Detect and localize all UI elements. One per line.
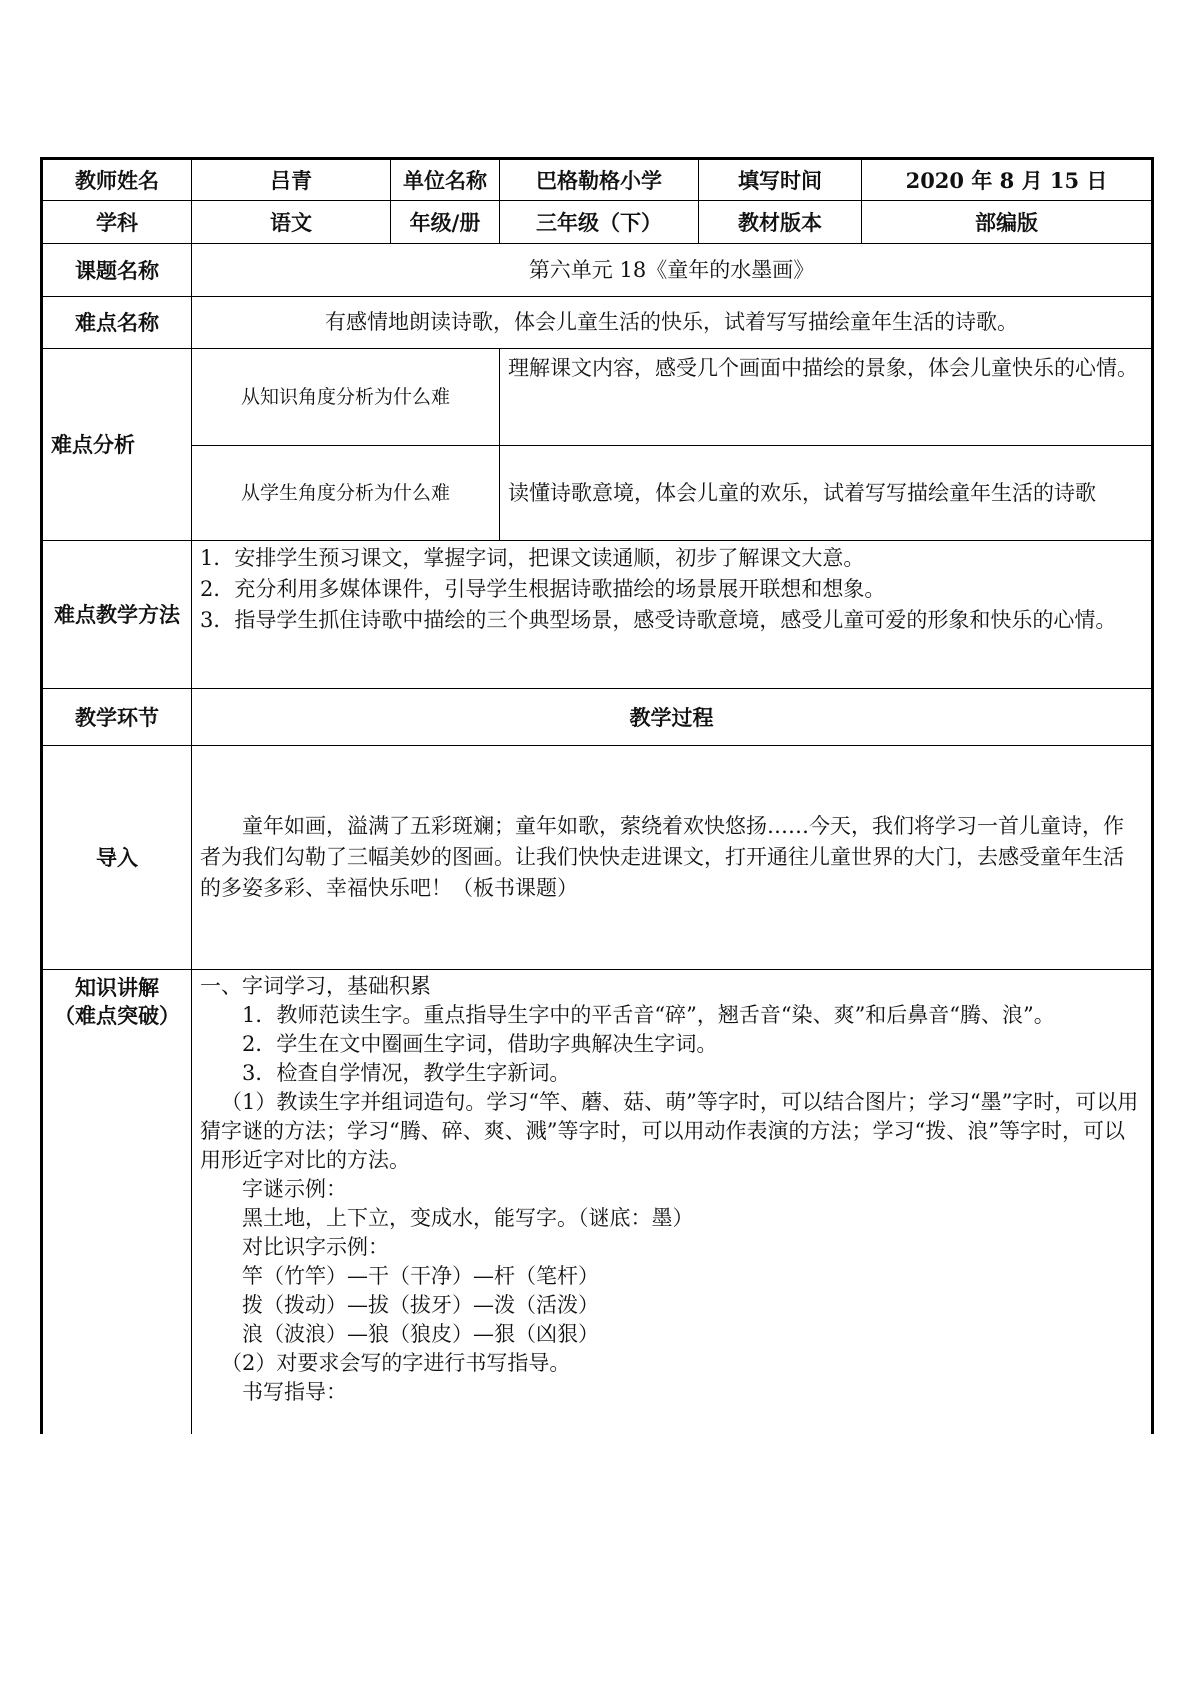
- difficulty-value: 有感情地朗读诗歌，体会儿童生活的快乐，试着写写描绘童年生活的诗歌。: [192, 297, 1153, 349]
- knowledge-label-line2: （难点突破）: [54, 1003, 180, 1028]
- riddle-title: 字谜示例：: [242, 1177, 347, 1201]
- unit-value: 巴格勒格小学: [500, 159, 699, 201]
- knowledge-label: [42, 970, 192, 1434]
- difficulty-row: [42, 297, 1153, 349]
- method-item-1: 1．安排学生预习课文，掌握字词，把课文读通顺，初步了解课文大意。: [200, 546, 865, 570]
- analysis-label: 难点分析: [42, 349, 192, 541]
- method-row: [42, 541, 1153, 689]
- grade-value: 三年级（下）: [500, 201, 699, 244]
- intro-row: [42, 746, 1153, 970]
- analysis-row-knowledge: [42, 349, 1153, 446]
- method-item-3: 3．指导学生抓住诗歌中描绘的三个典型场景，感受诗歌意境，感受儿童可爱的形象和快乐的心情。: [200, 608, 1117, 632]
- analysis-student-value: 读懂诗歌意境，体会儿童的欢乐，试着写写描绘童年生活的诗歌: [500, 446, 1153, 541]
- intro-label: 导入: [42, 746, 192, 970]
- knowledge-step-3: 3．检查自学情况，教学生字新词。: [242, 1061, 571, 1085]
- compare-title: 对比识字示例：: [242, 1235, 389, 1259]
- method-content: [192, 541, 1153, 689]
- method-label: 难点教学方法: [42, 541, 192, 689]
- writing-title: 书写指导：: [242, 1380, 347, 1404]
- analysis-knowledge-label: 从知识角度分析为什么难: [192, 349, 500, 446]
- intro-content: [192, 746, 1153, 970]
- analysis-knowledge-value: 理解课文内容，感受几个画面中描绘的景象，体会儿童快乐的心情。: [500, 349, 1153, 446]
- knowledge-sub-2: （2）对要求会写的字进行书写指导。: [221, 1351, 571, 1375]
- edition-label: 教材版本: [699, 201, 862, 244]
- grade-label: 年级/册: [391, 201, 500, 244]
- lesson-plan-sheet: [40, 157, 1151, 1434]
- header-row-1: [42, 159, 1153, 201]
- compare-line: 竿（竹竿）—干（干净）—杆（笔杆）: [242, 1264, 599, 1288]
- teacher-label: 教师姓名: [42, 159, 192, 201]
- date-value: 2020 年 8 月 15 日: [862, 159, 1153, 201]
- process-header: 教学过程: [192, 689, 1153, 746]
- unit-label: 单位名称: [391, 159, 500, 201]
- lesson-plan-table: [40, 157, 1154, 1434]
- method-item-2: 2．充分利用多媒体课件，引导学生根据诗歌描绘的场景展开联想和想象。: [200, 577, 886, 601]
- analysis-student-label: 从学生角度分析为什么难: [192, 446, 500, 541]
- header-row-2: [42, 201, 1153, 244]
- knowledge-step-2: 2．学生在文中圈画生字词，借助字典解决生字词。: [242, 1032, 718, 1056]
- knowledge-sub-1: （1）教读生字并组词造句。学习“竿、蘑、菇、萌”等字时，可以结合图片；学习“墨”字时，可以用猜字谜的方法；学习“腾、碎、爽、溅”等字时，可以用动作表演的方法；学习“拨、浪”等字时，可以用形近字对比的方法。: [200, 1090, 1139, 1172]
- difficulty-label: 难点名称: [42, 297, 192, 349]
- topic-value: 第六单元 18《童年的水墨画》: [192, 244, 1153, 297]
- teacher-value: 吕青: [192, 159, 391, 201]
- knowledge-step-1: 1．教师范读生字。重点指导生字中的平舌音“碎”，翘舌音“染、爽”和后鼻音“腾、浪”。: [242, 1003, 1055, 1027]
- knowledge-label-line1: 知识讲解: [75, 975, 159, 1000]
- date-label: 填写时间: [699, 159, 862, 201]
- stage-header: 教学环节: [42, 689, 192, 746]
- topic-label: 课题名称: [42, 244, 192, 297]
- analysis-row-student: [42, 446, 1153, 541]
- knowledge-heading: 一、字词学习，基础积累: [200, 974, 431, 998]
- compare-line: 拨（拨动）—拔（拔牙）—泼（活泼）: [242, 1293, 599, 1317]
- process-header-row: [42, 689, 1153, 746]
- knowledge-row: [42, 970, 1153, 1434]
- compare-line: 浪（波浪）—狼（狼皮）—狠（凶狠）: [242, 1322, 599, 1346]
- intro-text: 童年如画，溢满了五彩斑斓；童年如歌，萦绕着欢快悠扬……今天，我们将学习一首儿童诗，作者为我们勾勒了三幅美妙的图画。让我们快快走进课文，打开通往儿童世界的大门，去感受童年生活的多姿多彩、幸福快乐吧！（板书课题）: [200, 814, 1124, 900]
- subject-value: 语文: [192, 201, 391, 244]
- edition-value: 部编版: [862, 201, 1153, 244]
- topic-row: [42, 244, 1153, 297]
- subject-label: 学科: [42, 201, 192, 244]
- knowledge-content: [192, 970, 1153, 1434]
- riddle-text: 黑土地，上下立，变成水，能写字。（谜底：墨）: [242, 1206, 694, 1230]
